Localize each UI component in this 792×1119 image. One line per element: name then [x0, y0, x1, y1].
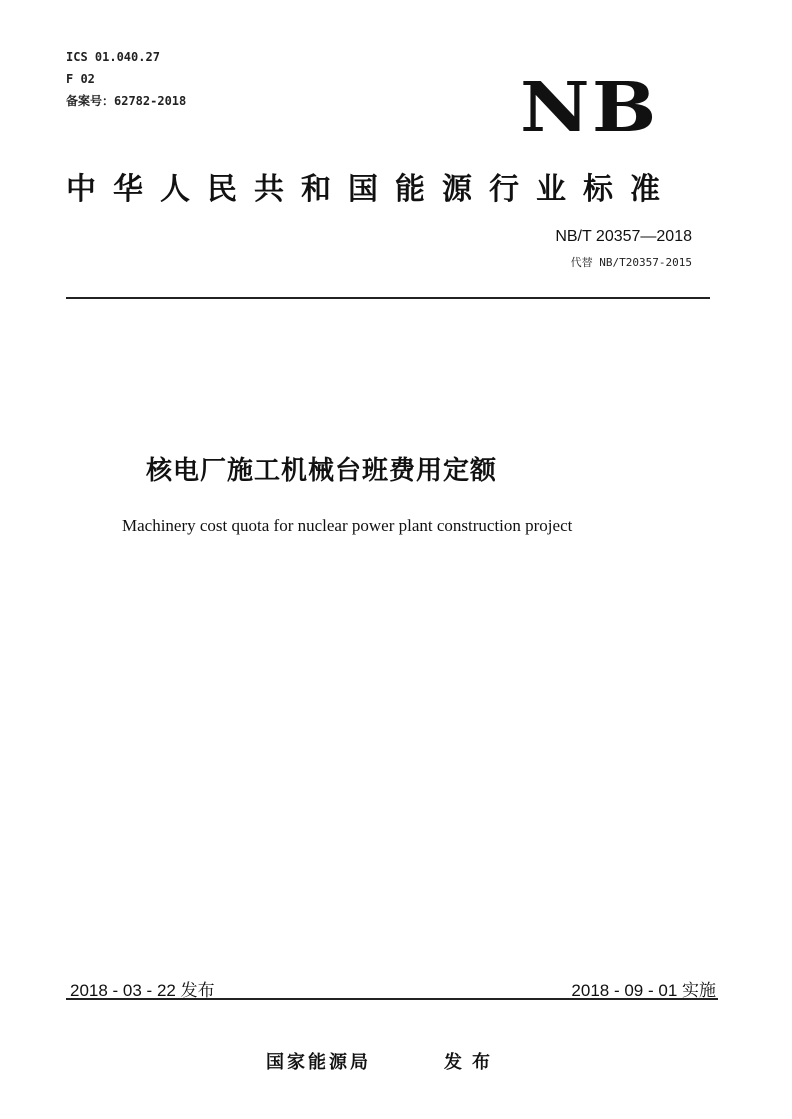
- issuing-authority: 国家能源局: [266, 1052, 371, 1073]
- classification-code: F 02: [66, 72, 95, 86]
- standard-number: NB/T 20357—2018: [555, 228, 692, 245]
- footer-divider: [66, 998, 718, 1000]
- issuing-action: 发布: [444, 1052, 500, 1073]
- document-title-cn: 核电厂施工机械台班费用定额: [146, 456, 498, 486]
- ics-code: ICS 01.040.27: [66, 50, 160, 64]
- metadata-block: [66, 46, 186, 112]
- implementation-date: 2018 - 09 - 01 实施: [571, 981, 716, 1000]
- nb-logo: NB: [520, 68, 659, 148]
- header-divider: [66, 297, 710, 299]
- standard-category: 中华人民共和国能源行业标准: [66, 172, 677, 207]
- record-number: 备案号：62782-2018: [66, 94, 187, 108]
- document-title-en: Machinery cost quota for nuclear power plant construction project: [122, 516, 573, 535]
- replaces-standard: 代替 NB/T20357-2015: [570, 256, 692, 269]
- issue-date: 2018 - 03 - 22 发布: [70, 981, 215, 1000]
